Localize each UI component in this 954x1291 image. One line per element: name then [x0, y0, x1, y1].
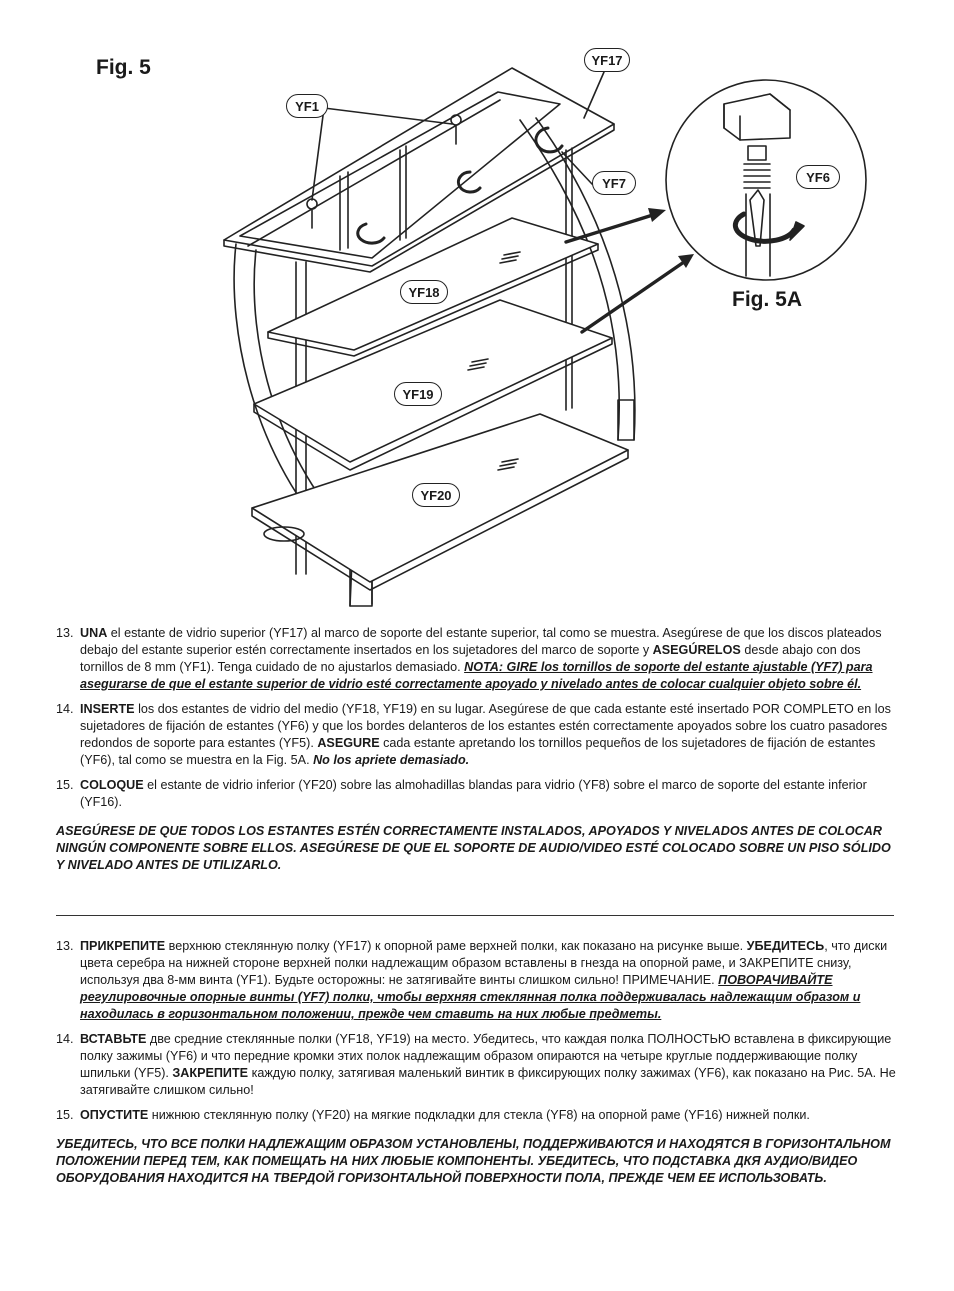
step-text: desde abajo con dos tornillos de 8 mm (YF1). Tenga cuidado de no ajustarlos demasiado.	[80, 643, 861, 674]
step-text: el estante de vidrio inferior (YF20) sobre las almohadillas blandas para vidrio (YF8) sobre el marco de soporte del estante inferior (YF16).	[80, 778, 867, 809]
section-divider	[56, 915, 894, 916]
step-text: нижнюю стеклянную полку (YF20) на мягкие подкладки для стекла (YF8) на опорной раме (YF16) нижней полки.	[148, 1108, 810, 1122]
fig-5a-title: Fig. 5A	[732, 288, 803, 311]
step-verb: ПРИКРЕПИТЕ	[80, 939, 166, 953]
step-text: el estante de vidrio superior (YF17) al marco de soporte del estante superior, tal como se muestra. Asegúrese de que los discos plateados debajo del estante superior estén correctamente insertados en los sujetadores del marco de soporte y	[80, 626, 882, 657]
ru-step-13	[56, 938, 896, 1023]
step-verb: COLOQUE	[80, 778, 144, 792]
shelf-assembly-drawing	[0, 0, 954, 620]
step-verb: ASEGÚRELOS	[652, 643, 741, 657]
step-verb: UNA	[80, 626, 108, 640]
step-number: 14.	[56, 702, 74, 716]
step-number: 15.	[56, 1108, 74, 1122]
step-verb: УБЕДИТЕСЬ	[746, 939, 825, 953]
es-step-13	[56, 625, 896, 693]
step-text: каждую полку, затягивая маленький винтик в фиксирующих полку зажимах (YF6), как показано на Рис. 5А. Не затягивайте слишком сильно!	[80, 1066, 896, 1097]
es-step-14	[56, 701, 896, 769]
es-step-15	[56, 777, 896, 811]
step-verb: ВСТАВЬТЕ	[80, 1032, 147, 1046]
step-note: NOTA: GIRE los tornillos de soporte del estante ajustable (YF7) para asegurarse de que el estante superior de vidrio esté correctamente apoyado y nivelado antes de colocar cualquier objeto sobre él.	[80, 660, 873, 691]
step-number: 13.	[56, 939, 74, 953]
step-text: cada estante apretando los tornillos pequeños de los sujetadores de fijación de estantes (YF6), tal como se muestra en la Fig. 5A.	[80, 736, 876, 767]
ru-warning: УБЕДИТЕСЬ, ЧТО ВСЕ ПОЛКИ НАДЛЕЖАЩИМ ОБРАЗОМ УСТАНОВЛЕНЫ, ПОДДЕРЖИВАЮТСЯ И НАХОДЯТСЯ В ГОРИЗОНТАЛЬНОМ ПОЛОЖЕНИИ ПЕРЕД ТЕМ, КАК ПОМЕЩАТЬ НА НИХ ЛЮБЫЕ КОМПОНЕНТЫ. УБЕДИТЕСЬ, ЧТО ПОДСТАВКА ДКЯ АУДИО/ВИДЕО ОБОРУДОВАНИЯ НАХОДИТСЯ НА ТВЕРДОЙ ГОРИЗОНТАЛЬНОЙ ПОВЕРХНОСТИ ПОЛА, ПРЕЖДЕ ЧЕМ ЕЕ ИСПОЛЬЗОВАТЬ.	[56, 1137, 891, 1185]
ru-step-14	[56, 1031, 896, 1099]
callout-yf1: YF1	[286, 94, 328, 118]
step-text: верхнюю стеклянную полку (YF17) к опорной раме верхней полки, как показано на рисунке выше.	[165, 939, 747, 953]
step-verb: ЗАКРЕПИТЕ	[172, 1066, 249, 1080]
es-warning: ASEGÚRESE DE QUE TODOS LOS ESTANTES ESTÉN CORRECTAMENTE INSTALADOS, APOYADOS Y NIVELADOS ANTES DE COLOCAR NINGÚN COMPONENTE SOBRE ELLOS. ASEGÚRESE DE QUE EL SOPORTE DE AUDIO/VIDEO ESTÉ COLOCADO SOBRE UN PISO SÓLIDO Y NIVELADO ANTES DE UTILIZARLO.	[56, 824, 891, 872]
step-verb: INSERTE	[80, 702, 135, 716]
callout-yf20: YF20	[412, 483, 460, 507]
step-number: 13.	[56, 626, 74, 640]
step-text: две средние стеклянные полки (YF18, YF19) на место. Убедитесь, что каждая полка ПОЛНОСТЬЮ вставлена в фиксирующие полку зажимы (YF6) и что передние кромки этих полок надлежащим образом опираются на четыре круглые поддерживающие полку шпильки (YF5).	[80, 1032, 892, 1080]
step-number: 14.	[56, 1032, 74, 1046]
callout-yf6: YF6	[796, 165, 840, 189]
spanish-instructions	[56, 625, 896, 874]
callout-yf19: YF19	[394, 382, 442, 406]
step-verb: ASEGURE	[317, 736, 380, 750]
step-note: No los apriete demasiado.	[313, 753, 470, 767]
step-text: , что диски цвета серебра на нижней стороне верхней полки надлежащим образом вставлены в гнезда на опорной раме, и ЗАКРЕПИТЕ снизу, используя два 8-мм винта (YF1). Будьте осторожны: не затягивайте винты слишком сильно! ПРИМЕЧАНИЕ.	[80, 939, 888, 987]
callout-yf7: YF7	[592, 171, 636, 195]
ru-step-15	[56, 1107, 896, 1124]
callout-yf17: YF17	[584, 48, 630, 72]
fig-5-title: Fig. 5	[96, 56, 151, 79]
step-number: 15.	[56, 778, 74, 792]
step-note: ПОВОРАЧИВАЙТЕ регулировочные опорные винты (YF7) полки, чтобы верхняя стеклянная полка поддерживалась надлежащим образом и находилась в горизонтальном положении, прежде чем ставить на них любые предметы.	[80, 973, 861, 1021]
callout-yf18: YF18	[400, 280, 448, 304]
step-text: los dos estantes de vidrio del medio (YF18, YF19) en su lugar. Asegúrese de que cada estante esté insertado POR COMPLETO en los sujetadores de fijación de estantes (YF6) y que los bordes delanteros de los estantes estén correctamente apoyados sobre los cuatro pasadores redondos de soporte para estantes (YF5).	[80, 702, 891, 750]
russian-instructions	[56, 938, 896, 1187]
step-verb: ОПУСТИТЕ	[80, 1108, 149, 1122]
